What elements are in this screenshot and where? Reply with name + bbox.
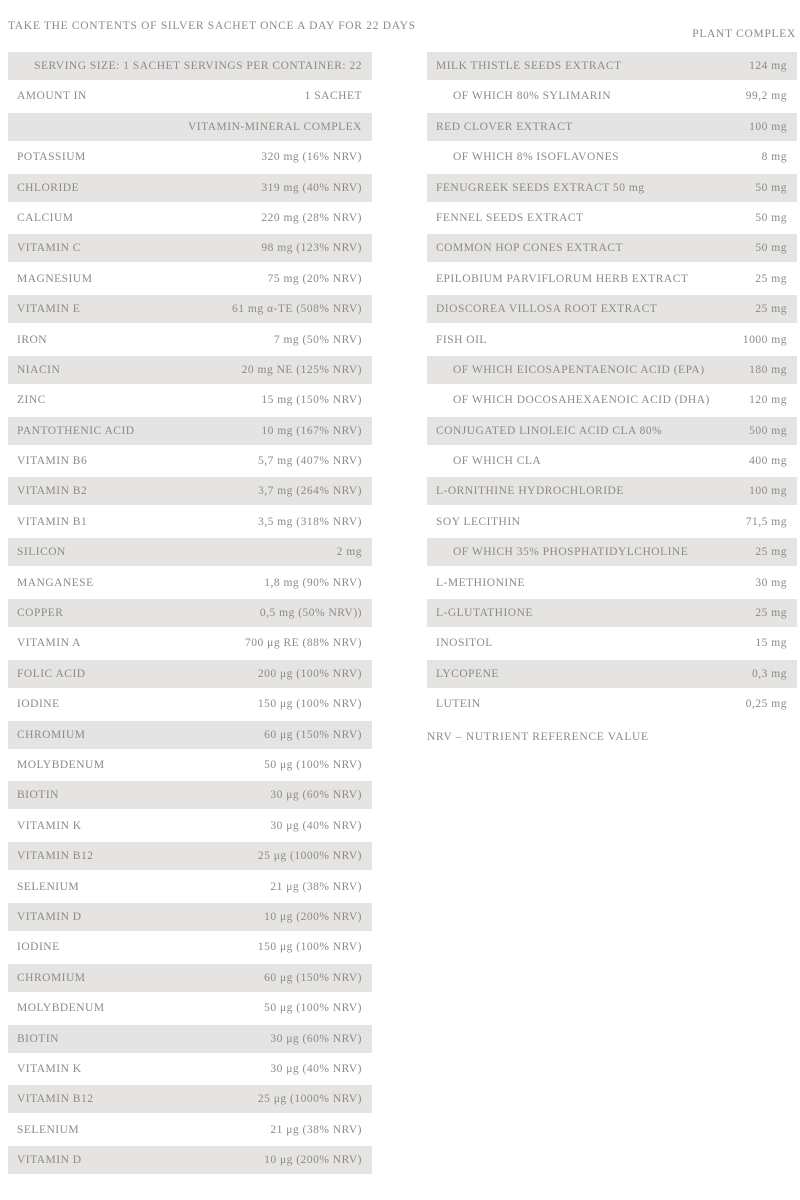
row-value: 30 μg (60% NRV): [270, 1032, 362, 1045]
row-label: OF WHICH 80% SYLIMARIN: [453, 90, 612, 103]
table-row: [427, 447, 797, 475]
table-row: [8, 295, 372, 323]
table-row: [8, 1085, 372, 1113]
table-row: [8, 204, 372, 232]
row-label: OF WHICH 8% ISOFLAVONES: [453, 151, 620, 164]
table-row: [8, 234, 372, 262]
table-row: [8, 751, 372, 779]
row-label: FENNEL SEEDS EXTRACT: [436, 211, 584, 224]
row-value: 50 mg: [755, 211, 787, 224]
row-value: 71,5 mg: [745, 515, 787, 528]
row-label: FISH OIL: [436, 333, 487, 346]
table-row: [8, 994, 372, 1022]
row-value: 25 μg (1000% NRV): [257, 850, 362, 863]
table-row: [427, 538, 797, 566]
row-value: 1 SACHET: [304, 90, 362, 103]
row-label: OF WHICH CLA: [453, 455, 542, 468]
row-label: MANGANESE: [17, 576, 94, 589]
row-value: 30 mg: [755, 576, 787, 589]
row-value: 150 μg (100% NRV): [257, 941, 362, 954]
row-value: VITAMIN-MINERAL COMPLEX: [187, 120, 362, 133]
row-label: INOSITOL: [436, 637, 493, 650]
row-label: VITAMIN B2: [17, 485, 88, 498]
row-value: 25 mg: [755, 303, 787, 316]
table-row: [8, 933, 372, 961]
table-row: [427, 143, 797, 171]
row-label: MAGNESIUM: [17, 272, 93, 285]
row-label: BIOTIN: [17, 1032, 59, 1045]
row-value: 100 mg: [749, 120, 787, 133]
table-row: [427, 569, 797, 597]
table-row: [8, 174, 372, 202]
table-row: [427, 52, 797, 80]
row-label: CHROMIUM: [17, 971, 86, 984]
row-label: POTASSIUM: [17, 151, 86, 164]
table-row: [8, 538, 372, 566]
table-row: [427, 386, 797, 414]
row-label: OF WHICH 35% PHOSPHATIDYLCHOLINE: [453, 546, 689, 559]
row-value: 75 mg (20% NRV): [267, 272, 362, 285]
row-label: VITAMIN C: [17, 242, 81, 255]
row-value: 25 mg: [755, 546, 787, 559]
row-value: 5,7 mg (407% NRV): [257, 455, 362, 468]
row-value: 200 μg (100% NRV): [257, 667, 362, 680]
row-value: 1000 mg: [742, 333, 787, 346]
table-row: [8, 143, 372, 171]
table-row: [8, 781, 372, 809]
row-label: COMMON HOP CONES EXTRACT: [436, 242, 623, 255]
table-row: [8, 386, 372, 414]
plant-complex-heading: PLANT COMPLEX: [692, 28, 796, 40]
row-value: 0,25 mg: [745, 698, 787, 711]
row-label: VITAMIN D: [17, 1154, 82, 1167]
table-row: [8, 569, 372, 597]
table-row: [8, 1055, 372, 1083]
row-value: 60 μg (150% NRV): [264, 971, 362, 984]
table-row: [8, 1146, 372, 1174]
table-row: [8, 629, 372, 657]
dosage-instruction: TAKE THE CONTENTS OF SILVER SACHET ONCE A DAY FOR 22 DAYS: [8, 20, 416, 32]
table-row: [427, 295, 797, 323]
row-label: VITAMIN B12: [17, 1093, 94, 1106]
row-value: 220 mg (28% NRV): [261, 211, 362, 224]
table-row: [427, 629, 797, 657]
table-row: [427, 204, 797, 232]
row-label: EPILOBIUM PARVIFLORUM HERB EXTRACT: [436, 272, 689, 285]
table-row: [8, 1116, 372, 1144]
row-value: 124 mg: [749, 60, 787, 72]
row-label: SILICON: [17, 546, 66, 559]
row-label: SELENIUM: [17, 880, 80, 893]
plant-complex-table: [427, 52, 797, 721]
row-value: 10 μg (200% NRV): [264, 910, 362, 923]
row-value: 30 μg (40% NRV): [270, 1062, 362, 1075]
row-value: 21 μg (38% NRV): [270, 880, 362, 893]
table-row: [8, 356, 372, 384]
row-value: 21 μg (38% NRV): [270, 1123, 362, 1136]
row-value: 2 mg: [336, 546, 362, 559]
table-row: [427, 174, 797, 202]
row-value: 180 mg: [749, 363, 787, 376]
row-value: 98 mg (123% NRV): [261, 242, 362, 255]
row-value: 120 mg: [749, 394, 787, 407]
table-row: [8, 873, 372, 901]
row-label: MOLYBDENUM: [17, 1002, 105, 1015]
table-row: [427, 265, 797, 293]
row-value: 50 mg: [755, 181, 787, 194]
row-label: RED CLOVER EXTRACT: [436, 120, 573, 133]
row-label: VITAMIN A: [17, 637, 81, 650]
row-label: LUTEIN: [436, 698, 481, 711]
table-row: [427, 690, 797, 718]
row-value: 30 μg (60% NRV): [270, 789, 362, 802]
row-value: 50 μg (100% NRV): [264, 1002, 362, 1015]
row-label: LYCOPENE: [436, 667, 499, 680]
table-row: [8, 508, 372, 536]
row-label: CHLORIDE: [17, 181, 80, 194]
row-value: SERVING SIZE: 1 SACHET SERVINGS PER CONTAINER: 22: [34, 60, 362, 72]
row-label: NIACIN: [17, 363, 61, 376]
row-value: 700 μg RE (88% NRV): [245, 637, 362, 650]
row-value: 25 μg (1000% NRV): [257, 1093, 362, 1106]
table-row: [8, 477, 372, 505]
row-value: 10 mg (167% NRV): [261, 424, 362, 437]
row-label: VITAMIN B1: [17, 515, 88, 528]
row-label: MOLYBDENUM: [17, 758, 105, 771]
nrv-footnote: NRV – NUTRIENT REFERENCE VALUE: [427, 731, 649, 743]
table-row: [427, 113, 797, 141]
row-label: BIOTIN: [17, 789, 59, 802]
table-row: [427, 477, 797, 505]
row-value: 500 mg: [749, 424, 787, 437]
row-value: 0,3 mg: [752, 667, 787, 680]
table-row: [8, 721, 372, 749]
row-value: 20 mg NE (125% NRV): [241, 363, 362, 376]
row-label: FENUGREEK SEEDS EXTRACT 50 mg: [436, 181, 645, 194]
table-row: [427, 599, 797, 627]
row-value: 99,2 mg: [745, 90, 787, 103]
table-row: [8, 903, 372, 931]
table-row: [427, 326, 797, 354]
row-value: 25 mg: [755, 607, 787, 620]
row-label: COPPER: [17, 607, 64, 620]
table-row: [8, 113, 372, 141]
row-label: OF WHICH DOCOSAHEXAENOIC ACID (DHA): [453, 394, 710, 407]
table-row: [427, 417, 797, 445]
row-value: 319 mg (40% NRV): [261, 181, 362, 194]
row-label: VITAMIN B12: [17, 850, 94, 863]
table-row: [8, 964, 372, 992]
row-label: SELENIUM: [17, 1123, 80, 1136]
table-row: [427, 660, 797, 688]
row-label: VITAMIN D: [17, 910, 82, 923]
row-label: CHROMIUM: [17, 728, 86, 741]
table-row: [427, 356, 797, 384]
row-label: VITAMIN E: [17, 303, 81, 316]
row-value: 50 mg: [755, 242, 787, 255]
row-value: 30 μg (40% NRV): [270, 819, 362, 832]
row-label: MILK THISTLE SEEDS EXTRACT: [436, 60, 622, 72]
row-label: DIOSCOREA VILLOSA ROOT EXTRACT: [436, 303, 658, 316]
row-value: 1,8 mg (90% NRV): [264, 576, 362, 589]
row-value: 100 mg: [749, 485, 787, 498]
row-label: IODINE: [17, 941, 60, 954]
table-row: [8, 1025, 372, 1053]
row-value: 3,7 mg (264% NRV): [257, 485, 362, 498]
row-value: 320 mg (16% NRV): [261, 151, 362, 164]
row-value: 8 mg: [761, 151, 787, 164]
row-label: AMOUNT IN: [17, 90, 87, 103]
row-value: 7 mg (50% NRV): [273, 333, 362, 346]
table-row: [8, 447, 372, 475]
table-row: [427, 234, 797, 262]
row-label: VITAMIN K: [17, 819, 82, 832]
table-row: [427, 82, 797, 110]
row-label: FOLIC ACID: [17, 667, 86, 680]
vitamin-mineral-table: [8, 52, 372, 1176]
row-value: 50 μg (100% NRV): [264, 758, 362, 771]
row-label: OF WHICH EICOSAPENTAENOIC ACID (EPA): [453, 363, 705, 376]
row-label: IODINE: [17, 698, 60, 711]
row-value: 60 μg (150% NRV): [264, 728, 362, 741]
row-label: VITAMIN B6: [17, 455, 88, 468]
row-label: L-METHIONINE: [436, 576, 526, 589]
row-label: VITAMIN K: [17, 1062, 82, 1075]
row-value: 400 mg: [749, 455, 787, 468]
row-label: L-ORNITHINE HYDROCHLORIDE: [436, 485, 624, 498]
table-row: [8, 660, 372, 688]
table-row: [8, 82, 372, 110]
table-row: [427, 508, 797, 536]
table-row: [8, 842, 372, 870]
row-label: PANTOTHENIC ACID: [17, 424, 135, 437]
row-label: ZINC: [17, 394, 46, 407]
row-value: 15 mg (150% NRV): [261, 394, 362, 407]
table-row: [8, 326, 372, 354]
table-row: [8, 52, 372, 80]
row-value: 10 μg (200% NRV): [264, 1154, 362, 1167]
table-row: [8, 690, 372, 718]
row-value: 150 μg (100% NRV): [257, 698, 362, 711]
row-value: 25 mg: [755, 272, 787, 285]
table-row: [8, 265, 372, 293]
table-row: [8, 812, 372, 840]
table-row: [8, 599, 372, 627]
table-row: [8, 417, 372, 445]
row-label: SOY LECITHIN: [436, 515, 521, 528]
row-label: CONJUGATED LINOLEIC ACID CLA 80%: [436, 424, 663, 437]
row-label: IRON: [17, 333, 48, 346]
row-value: 61 mg α-TE (508% NRV): [232, 303, 362, 316]
row-label: L-GLUTATHIONE: [436, 607, 533, 620]
row-value: 3,5 mg (318% NRV): [257, 515, 362, 528]
row-value: 15 mg: [755, 637, 787, 650]
row-label: CALCIUM: [17, 211, 74, 224]
row-value: 0,5 mg (50% NRV)): [259, 607, 362, 620]
